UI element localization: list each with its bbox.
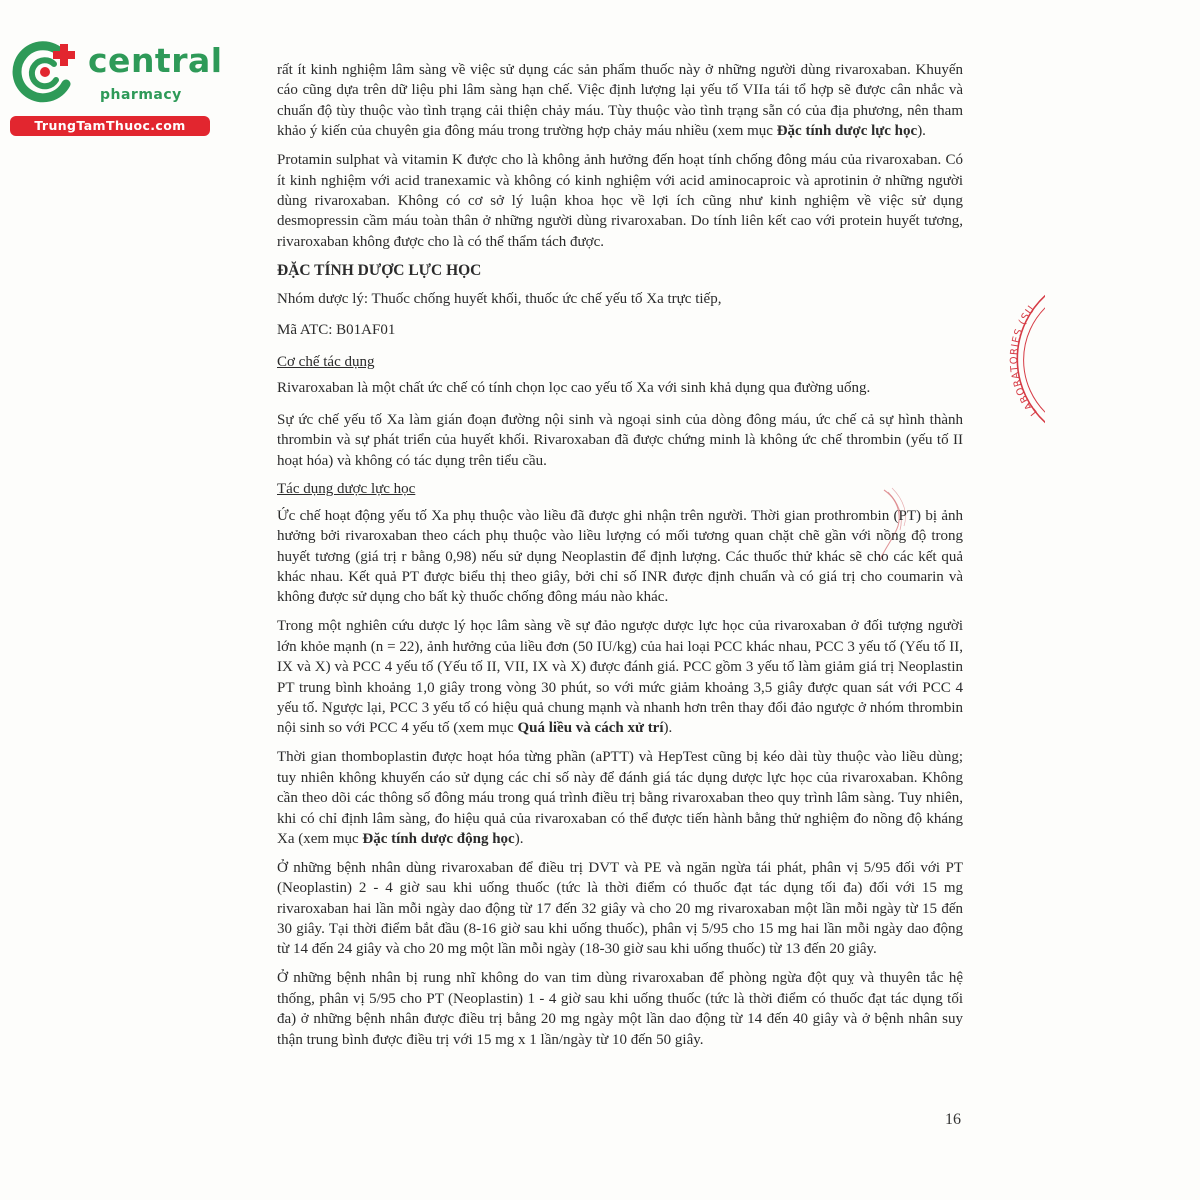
text-run: Protamin sulphat và vitamin K được cho là không ảnh hưởng đến hoạt tính chống đông máu của rivaroxaban. Có ít kinh nghiệm với acid tranexamic và không có kinh nghiệm với acid aminocaproic và aprotinin ở những người dùng rivaroxaban. Không có cơ sở lý luận khoa học về lợi ích cũng như kinh nghiệm về việc sử dụng desmopressin cầm máu toàn thân ở những người dùng rivaroxaban. Do tính liên kết cao với protein huyết tương, rivaroxaban không được cho là có thể thẩm tách được. — [277, 152, 963, 250]
paragraph — [277, 506, 963, 608]
paragraph — [277, 378, 963, 398]
stamp-text: LABORATORIES (SU — [1008, 303, 1040, 418]
paragraph — [277, 150, 963, 252]
text-run: ). — [917, 123, 926, 140]
bold-reference: Đặc tính dược lực học — [776, 123, 918, 140]
logo-name: central — [88, 41, 223, 80]
paragraph — [277, 858, 963, 960]
section-heading: ĐẶC TÍNH DƯỢC LỰC HỌC — [277, 261, 482, 279]
logo-subtitle: pharmacy — [100, 87, 182, 103]
paragraph — [277, 320, 963, 340]
text-run: Ở những bệnh nhân bị rung nhĩ không do van tim dùng rivaroxaban để phòng ngừa đột quỵ và thuyên tắc hệ thống, phân vị 5/95 cho PT (Neoplastin) 1 - 4 giờ sau khi uống thuốc (tức là thời điểm có thuốc đạt tác dụng tối đa) ở những bệnh nhân được điều trị bằng 20 mg ngày một lần dao động từ 14 đến 40 giây và ở bệnh nhân suy thận trung bình được điều trị với 15 mg x 1 lần/ngày từ 10 đến 50 giây. — [277, 970, 963, 1048]
text-run: Thời gian thomboplastin được hoạt hóa từng phần (aPTT) và HepTest cũng bị kéo dài tùy thuộc vào liều dùng; tuy nhiên không khuyến cáo sử dụng các chỉ số này để đánh giá tác dụng dược lực học của rivaroxaban. Không cần theo dõi các thông số đông máu trong quá trình điều trị bằng rivaroxaban theo quy trình lâm sàng. Tuy nhiên, khi có chỉ định lâm sàng, đo hiệu quả của rivaroxaban có thể được tiến hành bằng thử nghiệm đo nồng độ kháng Xa (xem mục — [277, 749, 963, 847]
text-run: rất ít kinh nghiệm lâm sàng về việc sử dụng các sản phẩm thuốc này ở những người dùng rivaroxaban. Khuyến cáo cũng dựa trên dữ liệu phi lâm sàng hạn chế. Việc định lượng lại yếu tố VIIa tái tổ hợp sẽ được cân nhắc và chuẩn độ tùy thuộc vào tình trạng cải thiện chảy máu. Tùy thuộc vào tình trạng sẵn có của địa phương, nên tham khảo ý kiến của chuyên gia đông máu trong trường hợp chảy máu nhiều (xem mục — [277, 62, 963, 140]
laboratory-stamp — [985, 290, 1045, 430]
pharmacy-cross-icon — [12, 40, 78, 106]
text-run: ). — [663, 720, 673, 737]
text-run: ). — [514, 830, 524, 847]
paragraph — [277, 616, 963, 738]
logo-banner: TrungTamThuoc.com — [10, 116, 210, 136]
text-run: Rivaroxaban là một chất ức chế có tính chọn lọc cao yếu tố Xa với sinh khả dụng qua đường uống. — [277, 380, 871, 397]
bold-reference: Quá liều và cách xử trí — [517, 720, 664, 737]
subsection-heading: Cơ chế tác dụng — [277, 353, 375, 370]
central-pharmacy-logo — [10, 36, 223, 138]
subsection-heading: Tác dụng dược lực học — [277, 481, 416, 498]
text-run: Trong một nghiên cứu dược lý học lâm sàng về sự đảo ngược dược lực học của rivaroxaban ở đối tượng người lớn khỏe mạnh (n = 22), ảnh hưởng của liều đơn (50 IU/kg) của hai loại PCC khác nhau, PCC 3 yếu tố (Yếu tố II, IX và X) và PCC 4 yếu tố (Yếu tố II, VII, IX và X) được đánh giá. PCC gồm 3 yếu tố làm giảm giá trị Neoplastin PT trung bình khoảng 1,0 giây trong vòng 30 phút, so với mức giảm khoảng 3,5 giây được quan sát với PCC 4 yếu tố. Ngược lại, PCC 3 yếu tố có hiệu quả chung mạnh và nhanh hơn trên thay đổi đảo ngược ở nhóm thrombin nội sinh so với PCC 4 yếu tố (xem mục — [277, 618, 963, 737]
paragraph — [277, 289, 963, 309]
text-run: Nhóm dược lý: Thuốc chống huyết khối, thuốc ức chế yếu tố Xa trực tiếp, — [277, 291, 722, 308]
bold-reference: Đặc tính dược động học — [362, 830, 515, 847]
paragraph — [277, 410, 963, 471]
paragraph — [277, 968, 963, 1050]
paragraph — [277, 60, 963, 142]
text-run: Ức chế hoạt động yếu tố Xa phụ thuộc vào liều đã được ghi nhận trên người. Thời gian prothrombin (PT) bị ảnh hưởng bởi rivaroxaban theo cách phụ thuộc vào liều lượng có mối tương quan chặt chẽ gần với nồng độ trong huyết tương (giá trị r bằng 0,98) nếu sử dụng Neoplastin để định lượng. Các thuốc thử khác sẽ cho các kết quả khác nhau. Kết quả PT được biểu thị theo giây, bởi chỉ số INR được định chuẩn và có giá trị cho coumarin và không được sử dụng cho bất kỳ thuốc chống đông máu nào khác. — [277, 507, 963, 606]
paragraph — [277, 747, 963, 849]
text-run: Ở những bệnh nhân dùng rivaroxaban để điều trị DVT và PE và ngăn ngừa tái phát, phân vị 5/95 đối với PT (Neoplastin) 2 - 4 giờ sau khi uống thuốc (tức là thời điểm có thuốc đạt tác dụng tối đa) đối với 15 mg rivaroxaban hai lần mỗi ngày dao động từ 17 đến 32 giây và cho 20 mg rivaroxaban một lần mỗi ngày từ 15 đến 30 giây. Tại thời điểm bắt đầu (8-16 giờ sau khi uống thuốc), phân vị 5/95 cho 15 mg hai lần mỗi ngày dao động từ 14 đến 24 giây và cho 20 mg một lần mỗi ngày (18-30 giờ sau khi uống thuốc) từ 13 đến 20 giây. — [277, 859, 963, 958]
document-body — [277, 60, 963, 1058]
page-number: 16 — [945, 1111, 961, 1128]
text-run: Mã ATC: B01AF01 — [277, 322, 396, 339]
text-run: Sự ức chế yếu tố Xa làm gián đoạn đường nội sinh và ngoại sinh của dòng đông máu, ức chế cả sự hình thành thrombin và sự phát triển của huyết khối. Rivaroxaban đã được chứng minh là không ức chế thrombin (yếu tố II hoạt hóa) và không có tác dụng trên tiểu cầu. — [277, 411, 963, 469]
